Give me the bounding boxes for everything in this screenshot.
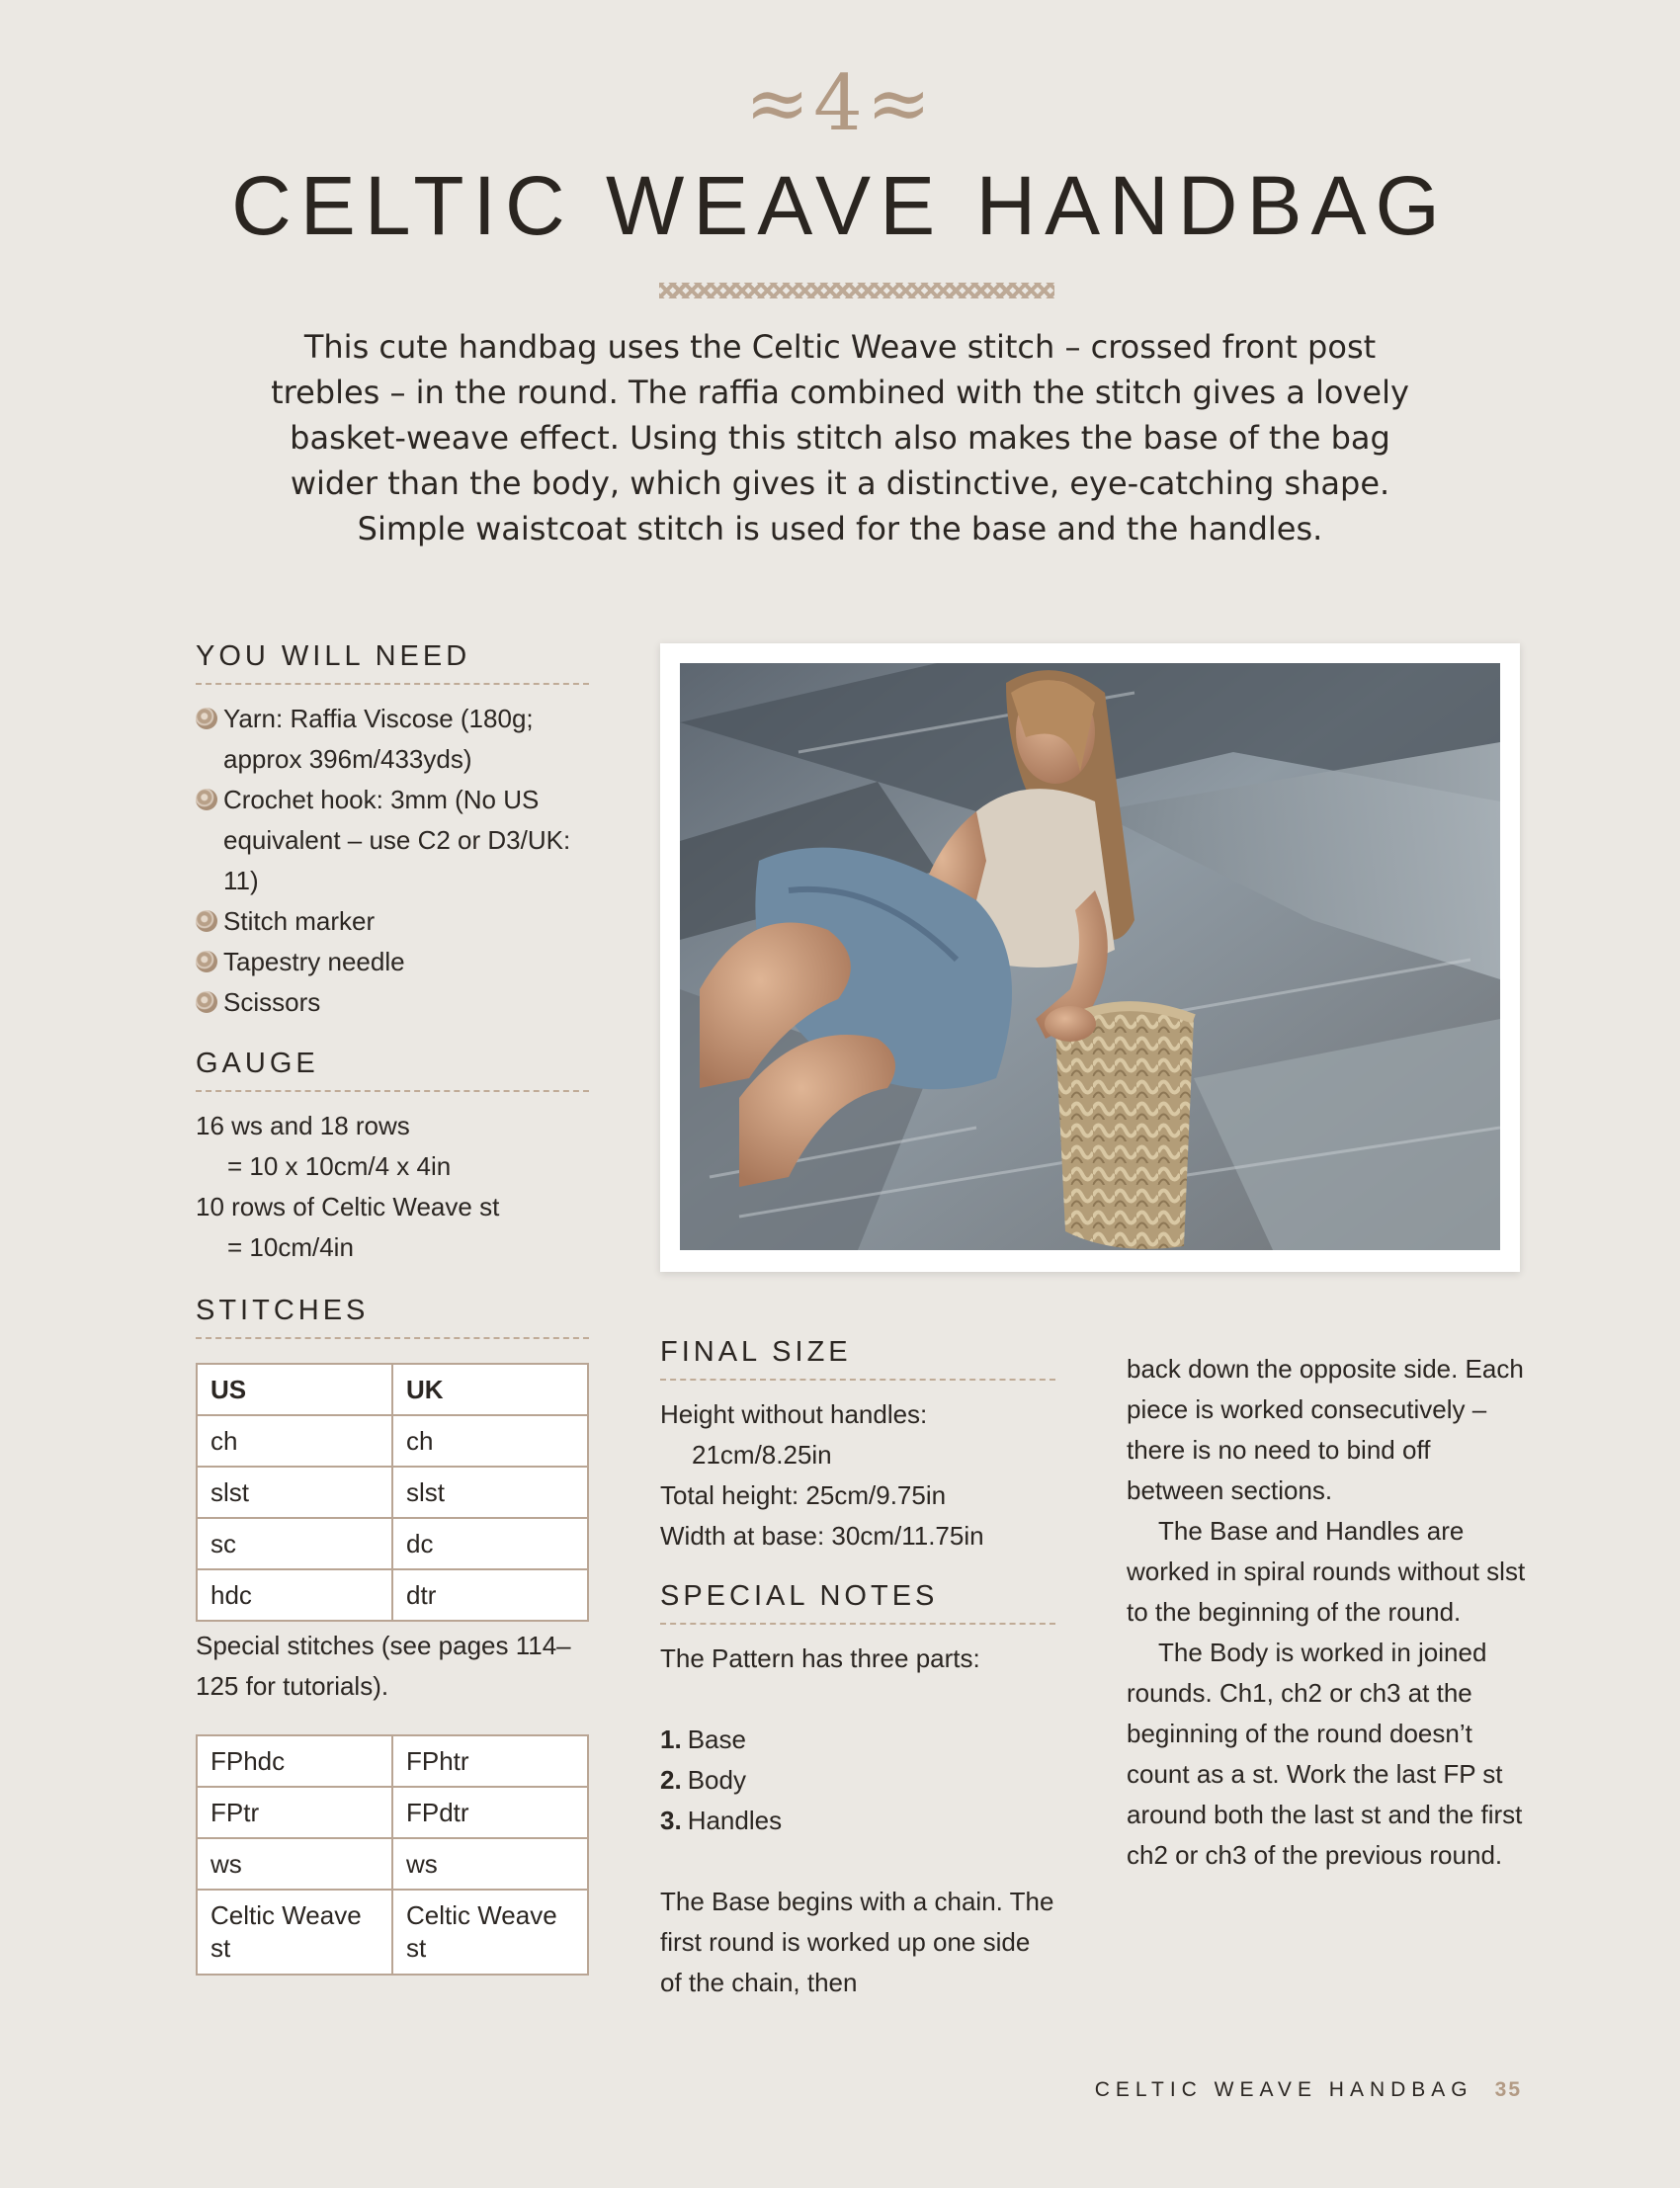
list-item: 1. Base (660, 1725, 746, 1754)
table-row (197, 1569, 588, 1621)
table-cell: FPhtr (392, 1735, 588, 1787)
table-cell: sc (197, 1518, 392, 1569)
list-item: 3. Handles (660, 1806, 783, 1835)
table-cell: slst (392, 1467, 588, 1518)
table-row (197, 1838, 588, 1890)
table-cell: hdc (197, 1569, 392, 1621)
final-size-line: Width at base: 30cm/11.75in (660, 1521, 984, 1551)
chapter-number: ≈4≈ (744, 59, 936, 148)
final-size-section (660, 1336, 1055, 1557)
table-row (197, 1518, 588, 1569)
table-cell: ch (392, 1415, 588, 1467)
stitch-table-special (196, 1734, 589, 1976)
table-header-cell: UK (392, 1364, 588, 1415)
you-will-need-heading: YOU WILL NEED (196, 640, 589, 685)
table-header-cell: US (197, 1364, 392, 1415)
table-cell: Celtic Weave st (197, 1890, 392, 1975)
gauge-line: = 10 x 10cm/4 x 4in (227, 1151, 452, 1181)
notes-paragraph: The Base begins with a chain. The first round is worked up one side of the chain, then (660, 1887, 1054, 1997)
yarn-ball-icon (196, 708, 217, 729)
table-cell: Celtic Weave st (392, 1890, 588, 1975)
gauge-line: 10 rows of Celtic Weave st (196, 1192, 500, 1221)
final-size-line: Height without handles: (660, 1399, 928, 1429)
special-notes-section (660, 1580, 1055, 2003)
table-row (197, 1787, 588, 1838)
table-cell: FPdtr (392, 1787, 588, 1838)
stitches-heading: STITCHES (196, 1295, 589, 1339)
yarn-ball-icon (196, 910, 217, 932)
special-notes-intro: The Pattern has three parts: (660, 1643, 980, 1673)
special-stitches-note: Special stitches (see pages 114–125 for tutorials). (196, 1631, 571, 1701)
table-cell: FPtr (197, 1787, 392, 1838)
table-row (197, 1735, 588, 1787)
table-cell: ch (197, 1415, 392, 1467)
model-with-handbag-illustration (680, 663, 1500, 1250)
stitch-table-us-uk (196, 1363, 589, 1622)
gauge-heading: GAUGE (196, 1048, 589, 1092)
you-will-need-list (196, 699, 589, 1023)
table-row (197, 1467, 588, 1518)
you-will-need-section (196, 640, 589, 1023)
page-number: 35 (1494, 2078, 1522, 2101)
gauge-line: = 10cm/4in (227, 1232, 354, 1262)
pattern-parts-list (660, 1720, 1055, 1841)
gauge-section (196, 1048, 589, 1268)
list-item: 2. Body (660, 1765, 746, 1795)
list-item: Stitch marker (196, 901, 589, 942)
table-row (197, 1890, 588, 1975)
notes-paragraph: back down the opposite side. Each piece is worked consecutively – there is no need to bind off between sections. (1127, 1354, 1524, 1505)
yarn-ball-icon (196, 991, 217, 1013)
yarn-ball-icon (196, 789, 217, 810)
notes-continued (1127, 1349, 1532, 1876)
table-cell: ws (392, 1838, 588, 1890)
final-size-heading: FINAL SIZE (660, 1336, 1055, 1381)
table-cell: ws (197, 1838, 392, 1890)
final-size-line: 21cm/8.25in (692, 1440, 832, 1470)
table-cell: FPhdc (197, 1735, 392, 1787)
yarn-ball-icon (196, 951, 217, 972)
table-cell: slst (197, 1467, 392, 1518)
table-cell: dc (392, 1518, 588, 1569)
table-cell: dtr (392, 1569, 588, 1621)
notes-paragraph: The Base and Handles are worked in spiral rounds without slst to the beginning of the round. (1127, 1516, 1526, 1627)
intro-paragraph: This cute handbag uses the Celtic Weave stitch – crossed front post trebles – in the round. The raffia combined with the stitch gives a lovely basket-weave effect. Using this stitch also makes the base of the bag wider than the body, which gives it a distinctive, eye-catching shape. Simple waistcoat stitch is used for the base and the handles. (271, 328, 1409, 547)
title-ornament (659, 283, 1054, 298)
list-item: Crochet hook: 3mm (No US equivalent – use C2 or D3/UK: 11) (196, 780, 589, 901)
table-header-row (197, 1364, 588, 1415)
special-notes-heading: SPECIAL NOTES (660, 1580, 1055, 1625)
stitches-section (196, 1295, 589, 1976)
page-title: CELTIC WEAVE HANDBAG (231, 159, 1449, 252)
final-size-line: Total height: 25cm/9.75in (660, 1480, 947, 1510)
running-title: CELTIC WEAVE HANDBAG (1094, 2078, 1473, 2101)
table-row (197, 1415, 588, 1467)
running-footer (1095, 2078, 1522, 2102)
handbag-photo (680, 663, 1500, 1250)
gauge-line: 16 ws and 18 rows (196, 1111, 410, 1140)
photo-frame (660, 643, 1520, 1272)
list-item: Tapestry needle (196, 942, 589, 982)
notes-paragraph: The Body is worked in joined rounds. Ch1, ch2 or ch3 at the beginning of the round doesn’t count as a st. Work the last FP st around both the last st and the first ch2 or ch3 of the previous round. (1127, 1638, 1523, 1870)
list-item: Yarn: Raffia Viscose (180g; approx 396m/433yds) (196, 699, 589, 780)
list-item: Scissors (196, 982, 589, 1023)
